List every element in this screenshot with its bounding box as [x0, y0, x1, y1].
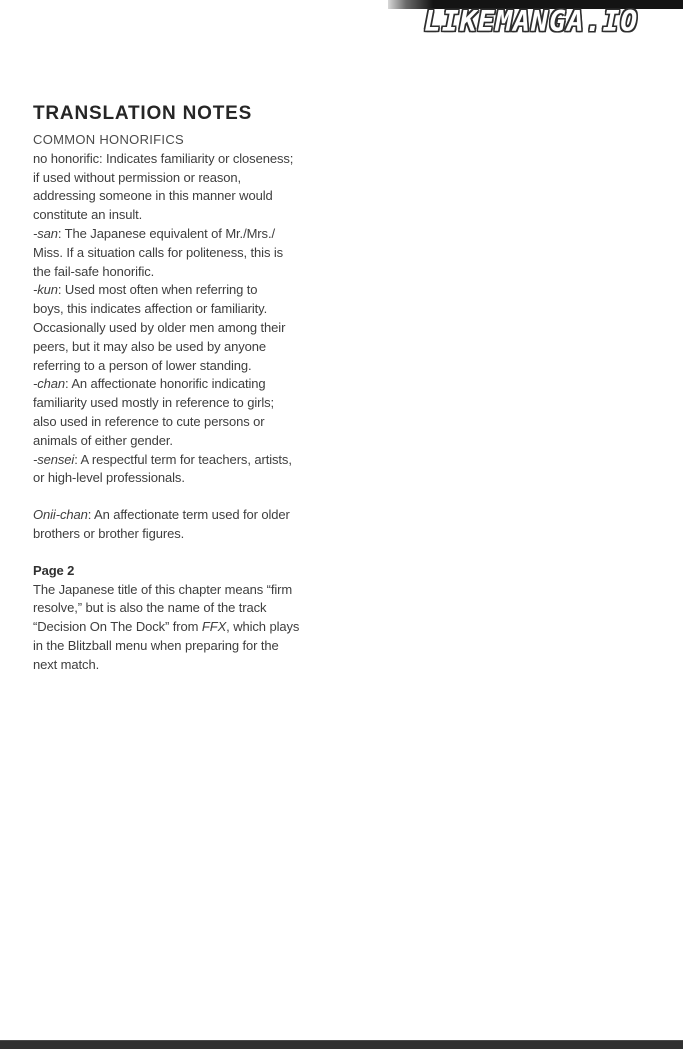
text-line: or high-level professionals.	[33, 470, 185, 486]
text-line: next match.	[33, 656, 100, 672]
text-line: the fail-safe honorific.	[33, 263, 155, 279]
onii-chan-note	[33, 506, 333, 544]
text-line: familiarity used mostly in reference to girls;	[33, 395, 275, 411]
text-line: The Japanese title of this chapter means “firm	[33, 581, 293, 597]
page-title: TRANSLATION NOTES	[33, 102, 253, 124]
text-line: boys, this indicates affection or familiarity.	[33, 301, 268, 317]
text-line: animals of either gender.	[33, 432, 173, 448]
text-line: Page 2	[33, 562, 75, 578]
text-line: peers, but it may also be used by anyone	[33, 338, 267, 354]
text-line: COMMON HONORIFICS	[33, 132, 184, 147]
common-honorifics-section	[33, 131, 333, 488]
text-line: “Decision On The Dock” from FFX, which plays	[33, 619, 300, 635]
text-line: addressing someone in this manner would	[33, 188, 273, 204]
site-watermark: LIKEMANGA.IO	[424, 5, 639, 38]
text-line: no honorific: Indicates familiarity or closeness;	[33, 150, 294, 166]
notes-text	[33, 131, 333, 675]
text-line: -kun: Used most often when referring to	[33, 282, 258, 298]
text-line: Occasionally used by older men among their	[33, 319, 286, 335]
text-line: Miss. If a situation calls for politeness, this is	[33, 244, 284, 260]
text-line: brothers or brother figures.	[33, 525, 185, 541]
text-line: -sensei: A respectful term for teachers, artists,	[33, 451, 292, 467]
text-line: -san: The Japanese equivalent of Mr./Mrs./	[33, 225, 275, 241]
text-line: if used without permission or reason,	[33, 169, 242, 185]
text-line: also used in reference to cute persons or	[33, 413, 265, 429]
text-line: in the Blitzball menu when preparing for the	[33, 637, 279, 653]
bottom-edge-bar	[0, 1040, 683, 1049]
text-line: Onii-chan: An affectionate term used for older	[33, 507, 290, 523]
text-line: constitute an insult.	[33, 207, 143, 223]
text-line: referring to a person of lower standing.	[33, 357, 252, 373]
text-line: resolve,” but is also the name of the track	[33, 600, 267, 616]
text-line: -chan: An affectionate honorific indicating	[33, 376, 266, 392]
page-2-note	[33, 562, 333, 675]
